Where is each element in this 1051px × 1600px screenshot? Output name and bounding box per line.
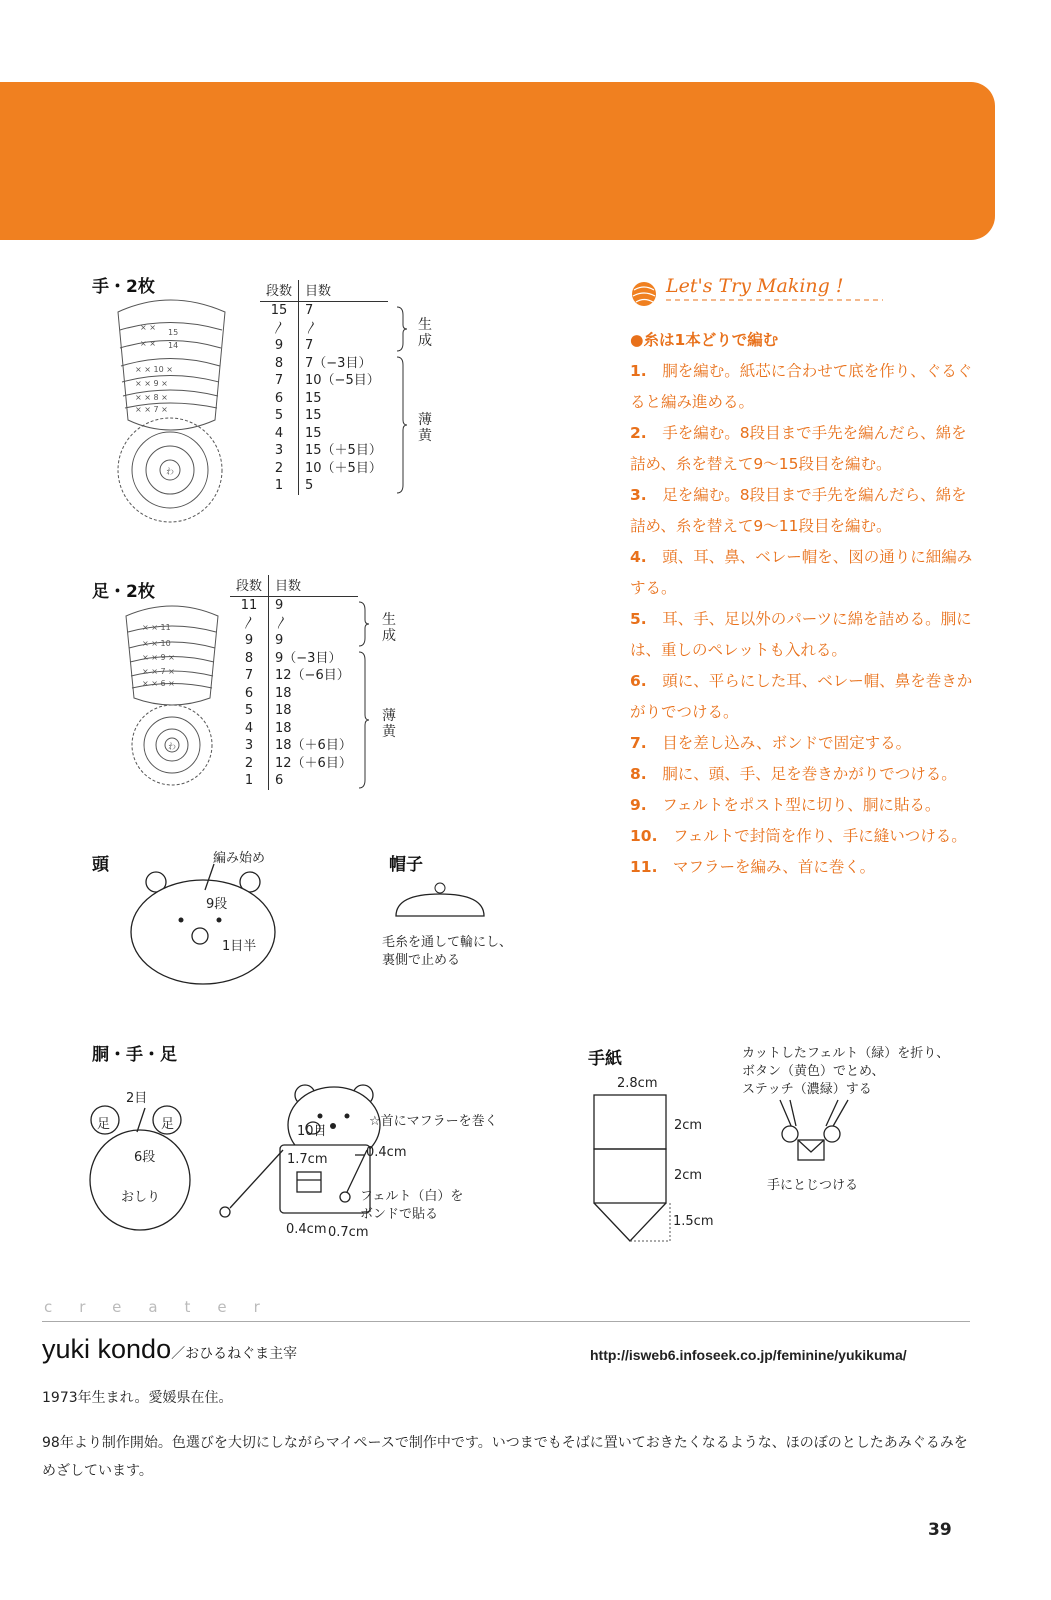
- svg-text:14: 14: [168, 341, 179, 350]
- step-item: 10. フェルトで封筒を作り、手に縫いつける。: [630, 827, 967, 845]
- hands-color-bottom: 薄黄: [418, 412, 432, 444]
- table-row: 1 5: [260, 477, 388, 495]
- svg-text:わ: わ: [166, 467, 174, 476]
- table-row: 7 10（−5目）: [260, 372, 388, 390]
- lets-try-heading: [628, 272, 888, 312]
- step-item: 5. 耳、手、足以外のパーツに綿を詰める。胴には、重しのペレットも入れる。: [630, 610, 972, 659]
- yarn-ball-icon: [632, 282, 656, 306]
- table-row: 9 7: [260, 337, 388, 355]
- table-row: 7 12（−6目）: [230, 667, 358, 685]
- hands-color-brackets: [395, 305, 415, 495]
- feet-title: 足・2枚: [92, 582, 155, 602]
- feet-crochet-chart: [112, 598, 232, 788]
- body-bottom-label: おしり: [121, 1190, 161, 1205]
- table-row: 4 18: [230, 720, 358, 738]
- feet-color-brackets: [357, 600, 377, 790]
- header-banner: [0, 82, 995, 240]
- creator-bio-2: 98年より制作開始。色選びを大切にしながらマイペースで制作中です。いつまでもそばに置いておきたくなるような、ほのぼのとしたあみぐるみをめざしています。: [42, 1435, 968, 1479]
- svg-text:× × 7 ×: × × 7 ×: [142, 667, 175, 676]
- creator-url[interactable]: http://isweb6.infoseek.co.jp/feminine/yukikuma/: [590, 1347, 907, 1363]
- step-item: 7. 目を差し込み、ボンドで固定する。: [630, 734, 912, 752]
- svg-text:× × 10 ×: × × 10 ×: [135, 365, 173, 374]
- step-item: 4. 頭、耳、鼻、ベレー帽を、図の通りに細編みする。: [630, 548, 973, 597]
- table-row: 3 18（＋6目）: [230, 737, 358, 755]
- body-foot-right: 足: [161, 1117, 175, 1132]
- page-number: 39: [928, 1520, 952, 1540]
- hands-title: 手・2枚: [92, 277, 155, 297]
- svg-text:× × 9 ×: × × 9 ×: [135, 379, 168, 388]
- letter-note: カットしたフェルト（緑）を折り、 ボタン（黄色）でとめ、 ステッチ（濃緑）する: [742, 1046, 950, 1097]
- creator-bio-1: 1973年生まれ。愛媛県在住。: [42, 1390, 233, 1406]
- creator-name: yuki kondo／おひるねぐま主宰: [42, 1334, 298, 1364]
- head-diagram: [128, 860, 278, 990]
- col-stitches-header: 目数: [269, 575, 358, 597]
- creater-label: creater: [44, 1298, 287, 1316]
- table-row: 15 7: [260, 302, 388, 320]
- svg-text:× ×: × ×: [140, 323, 156, 332]
- col-rows-header: 段数: [260, 280, 299, 302]
- table-row: 4 15: [260, 425, 388, 443]
- hat-title: 帽子: [389, 855, 423, 875]
- table-row: 〳 〳: [230, 615, 358, 633]
- body-title: 胴・手・足: [92, 1045, 177, 1065]
- svg-text:× × 11: × × 11: [142, 623, 171, 632]
- body-felt-note: フェルト（白）を ボンドで貼る: [360, 1189, 464, 1222]
- body-w04a: 0.4cm: [366, 1145, 407, 1160]
- hat-diagram: [392, 878, 492, 920]
- svg-text:× × 7 ×: × × 7 ×: [135, 405, 168, 414]
- table-row: 8 9（−3目）: [230, 650, 358, 668]
- table-row: 2 10（＋5目）: [260, 460, 388, 478]
- head-half-label: 1目半: [222, 939, 257, 954]
- step-item: 6. 頭に、平らにした耳、ベレー帽、鼻を巻きかがりでつける。: [630, 672, 973, 721]
- feet-color-top: 生成: [382, 612, 396, 644]
- table-row: 6 18: [230, 685, 358, 703]
- head-title: 頭: [92, 855, 109, 875]
- svg-text:× × 8 ×: × × 8 ×: [135, 393, 168, 402]
- step-item: 8. 胴に、頭、手、足を巻きかがりでつける。: [630, 765, 957, 783]
- letter-h2a: 2cm: [674, 1118, 703, 1133]
- feet-row-table: [230, 575, 358, 790]
- step-item: 3. 足を編む。8段目まで手先を編んだら、綿を詰め、糸を替えて9〜11段目を編む。: [630, 486, 967, 535]
- table-row: 5 15: [260, 407, 388, 425]
- letter-h15: 1.5cm: [673, 1214, 714, 1229]
- letter-hand-diagram: [770, 1098, 860, 1168]
- step-item: 2. 手を編む。8段目まで手先を編んだら、綿を詰め、糸を替えて9〜15段目を編む。: [630, 424, 967, 473]
- hat-note: 毛糸を通して輪にし、 裏側で止める: [382, 935, 513, 968]
- head-start-label: 編み始め: [213, 851, 266, 866]
- table-row: 5 18: [230, 702, 358, 720]
- col-rows-header: 段数: [230, 575, 269, 597]
- table-row: 1 6: [230, 772, 358, 790]
- svg-text:× × 6 ×: × × 6 ×: [142, 679, 175, 688]
- body-two-label: 2目: [126, 1091, 148, 1106]
- step-item: 9. フェルトをポスト型に切り、胴に貼る。: [630, 796, 941, 814]
- table-row: 3 15（＋5目）: [260, 442, 388, 460]
- divider: [42, 1321, 970, 1322]
- body-ten-label: 10目: [297, 1124, 327, 1139]
- body-foot-left: 足: [97, 1117, 111, 1132]
- hands-crochet-chart: [100, 290, 240, 530]
- letter-attach-note: 手にとじつける: [767, 1178, 859, 1193]
- svg-text:15: 15: [168, 328, 179, 337]
- svg-text:× × 10: × × 10: [142, 639, 171, 648]
- body-w07: 0.7cm: [328, 1225, 369, 1240]
- body-w04b: 0.4cm: [286, 1222, 327, 1237]
- col-stitches-header: 目数: [299, 280, 388, 302]
- table-row: 2 12（＋6目）: [230, 755, 358, 773]
- feet-color-bottom: 薄黄: [382, 708, 396, 740]
- letter-h2b: 2cm: [674, 1168, 703, 1183]
- body-scarf-note: ☆首にマフラーを巻く: [369, 1114, 498, 1129]
- hands-color-top: 生成: [418, 317, 432, 349]
- yarn-note: ●糸は1本どりで編む: [630, 331, 779, 349]
- head-rows-label: 9段: [206, 897, 228, 912]
- svg-text:× × 9 ×: × × 9 ×: [142, 653, 175, 662]
- step-item: 1. 胴を編む。紙芯に合わせて底を作り、ぐるぐると編み進める。: [630, 362, 973, 411]
- table-row: 〳 〳: [260, 320, 388, 338]
- body-six-label: 6段: [134, 1150, 156, 1165]
- instruction-steps: [630, 356, 975, 883]
- table-row: 11 9: [230, 597, 358, 615]
- table-row: 9 9: [230, 632, 358, 650]
- lets-try-text: Let's Try Making !: [666, 275, 844, 297]
- body-w17: 1.7cm: [287, 1152, 328, 1167]
- letter-title: 手紙: [588, 1049, 622, 1069]
- table-row: 8 7（−3目）: [260, 355, 388, 373]
- step-item: 11. マフラーを編み、首に巻く。: [630, 858, 876, 876]
- table-row: 6 15: [260, 390, 388, 408]
- hands-row-table: [260, 280, 388, 495]
- letter-width: 2.8cm: [617, 1076, 658, 1091]
- svg-text:× ×: × ×: [140, 339, 156, 348]
- svg-text:わ: わ: [168, 742, 176, 751]
